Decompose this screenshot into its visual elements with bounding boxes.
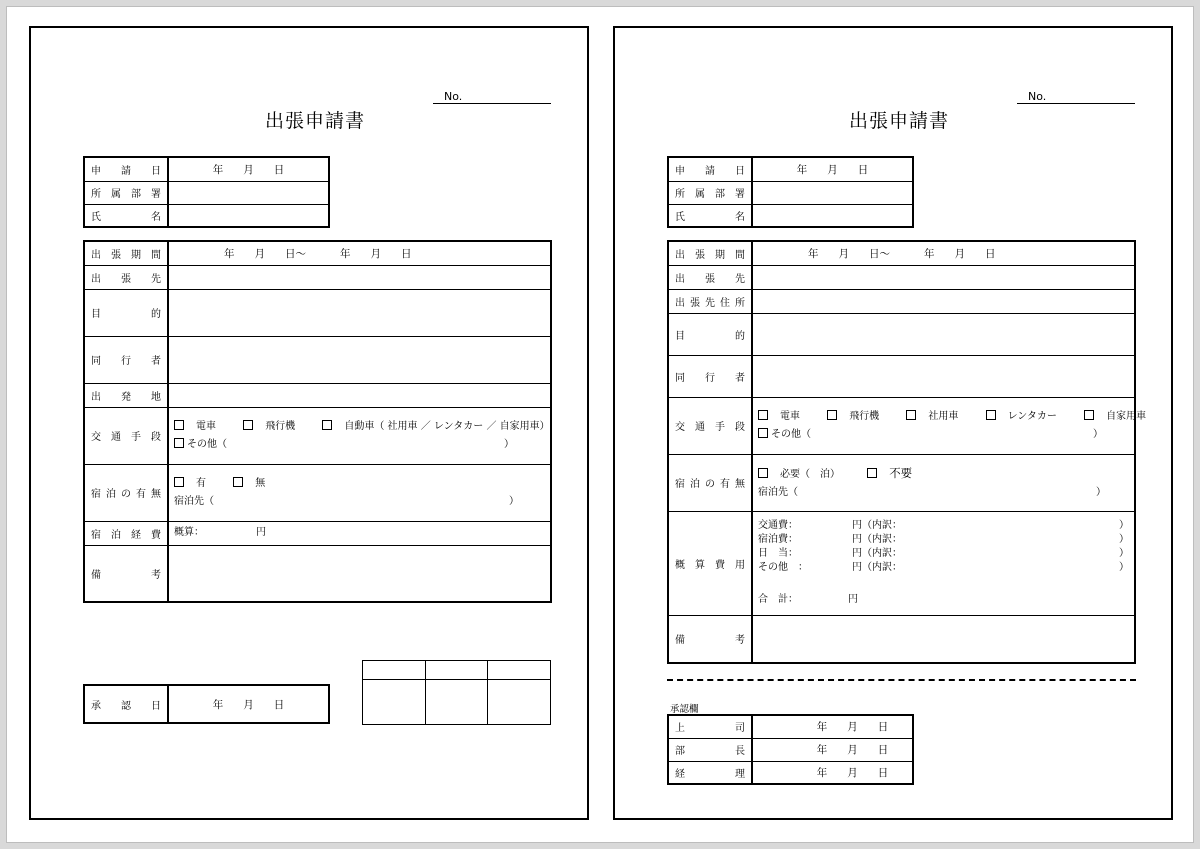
lodging-place-label: 宿泊先（	[174, 495, 214, 507]
lodging-cost-label: 宿 泊 経 費	[91, 529, 161, 541]
form-page-left	[29, 26, 589, 820]
approval-date-label: 承 認 日	[91, 700, 161, 712]
stamp-box-3[interactable]	[488, 680, 551, 725]
name-label: 氏 名	[91, 211, 161, 223]
transport-train-checkbox[interactable]: 電車	[174, 421, 228, 432]
form-page-right	[613, 26, 1173, 820]
lodging-label: 宿 泊 の 有 無	[675, 479, 745, 490]
destination-field[interactable]	[752, 265, 1135, 289]
purpose-field[interactable]	[168, 289, 551, 336]
lodging-yes-checkbox[interactable]: 有	[174, 478, 218, 489]
remarks-label: 備 考	[675, 635, 745, 647]
lodging-none-checkbox[interactable]: 不要	[867, 466, 924, 480]
transport-label: 交 通 手 段	[91, 432, 161, 443]
remarks-field[interactable]	[168, 545, 551, 602]
lodging-no-checkbox[interactable]: 無	[233, 478, 277, 489]
approver-accounting-label: 経 理	[675, 768, 745, 780]
estimate-cost-label: 概 算 費 用	[675, 559, 745, 571]
approval-date-table	[83, 684, 330, 724]
transport-field: 電車 飛行機 自動車（ 社用車 ／ レンタカー ／ 自家用車） その他（ ）	[168, 407, 551, 464]
applicant-table	[667, 156, 914, 228]
approver-manager-label: 部 長	[675, 746, 745, 757]
purpose-field[interactable]	[752, 313, 1135, 355]
purpose-label: 目 的	[675, 330, 745, 342]
approver-manager-date[interactable]: 年 月 日	[752, 738, 913, 761]
period-field[interactable]: 年 月 日～ 年 月 日	[168, 241, 551, 265]
destination-address-label: 出 張 先 住 所	[675, 297, 745, 309]
destination-label: 出 張 先	[675, 273, 745, 285]
lodging-place-label: 宿泊先（	[758, 486, 798, 498]
approval-table	[667, 714, 914, 785]
number-label: No.	[444, 90, 463, 103]
period-field[interactable]: 年 月 日～ 年 月 日	[752, 241, 1135, 265]
form-title: 出張申請書	[265, 110, 366, 132]
departure-label: 出 発 地	[91, 391, 161, 403]
department-label: 所 属 部 署	[91, 189, 161, 200]
approver-accounting-date[interactable]: 年 月 日	[752, 761, 913, 784]
transport-other-checkbox[interactable]: その他（	[758, 428, 811, 442]
cost-row-transport[interactable]: 交通費： 円（内訳： ）	[758, 520, 1129, 531]
name-field[interactable]	[168, 204, 329, 227]
departure-field[interactable]	[168, 383, 551, 407]
destination-address-field[interactable]	[752, 289, 1135, 313]
name-field[interactable]	[752, 204, 913, 227]
remarks-label: 備 考	[91, 569, 161, 581]
application-date-field[interactable]: 年 月 日	[752, 157, 913, 181]
trip-details-table	[83, 240, 552, 603]
cost-row-other[interactable]: その他 ： 円（内訳： ）	[758, 562, 1129, 573]
department-label: 所 属 部 署	[675, 189, 745, 200]
approver-boss-label: 上 司	[675, 723, 745, 735]
lodging-label: 宿 泊 の 有 無	[91, 489, 161, 500]
transport-private-car-checkbox[interactable]: 自家用車	[1084, 411, 1158, 422]
remarks-field[interactable]	[752, 615, 1135, 663]
application-date-label: 申 請 日	[675, 165, 745, 177]
stamp-header-3	[488, 661, 551, 680]
period-label: 出 張 期 間	[91, 249, 161, 261]
department-field[interactable]	[752, 181, 913, 204]
lodging-field: 有 無 宿泊先（ ）	[168, 464, 551, 521]
transport-company-car-checkbox[interactable]: 社用車	[906, 411, 970, 422]
transport-field: 電車 飛行機 社用車 レンタカー 自家用車 その他（ ）	[752, 397, 1135, 454]
destination-label: 出 張 先	[91, 273, 161, 285]
stamp-header-2	[425, 661, 488, 680]
name-label: 氏 名	[675, 211, 745, 223]
approval-stamp-boxes	[362, 660, 551, 725]
number-label: No.	[1028, 90, 1047, 103]
cut-line	[667, 679, 1136, 681]
approval-section-label: 承認欄	[670, 704, 699, 715]
companion-field[interactable]	[752, 355, 1135, 397]
trip-details-table	[667, 240, 1147, 664]
cost-row-daily-allowance[interactable]: 日 当： 円（内訳： ）	[758, 548, 1129, 559]
application-date-label: 申 請 日	[91, 165, 161, 177]
transport-plane-checkbox[interactable]: 飛行機	[827, 411, 891, 422]
transport-train-checkbox[interactable]: 電車	[758, 411, 812, 422]
lodging-field: 必要（ 泊） 不要 宿泊先（ ）	[752, 454, 1135, 511]
form-title: 出張申請書	[849, 110, 950, 132]
lodging-cost-field[interactable]: 概算： 円	[168, 521, 551, 545]
transport-plane-checkbox[interactable]: 飛行機	[243, 421, 307, 432]
cost-row-lodging[interactable]: 宿泊費： 円（内訳： ）	[758, 534, 1129, 545]
transport-label: 交 通 手 段	[675, 422, 745, 433]
stamp-header-1	[363, 661, 426, 680]
transport-rental-car-checkbox[interactable]: レンタカー	[986, 411, 1069, 422]
transport-other-checkbox[interactable]: その他（	[174, 438, 227, 452]
lodging-need-checkbox[interactable]: 必要（ 泊）	[758, 469, 852, 480]
companion-label: 同 行 者	[91, 356, 161, 367]
transport-car-checkbox[interactable]: 自動車（ 社用車 ／ レンタカー ／ 自家用車）	[322, 421, 561, 432]
department-field[interactable]	[168, 181, 329, 204]
purpose-label: 目 的	[91, 309, 161, 320]
destination-field[interactable]	[168, 265, 551, 289]
estimate-cost-field	[752, 511, 1135, 615]
stamp-box-1[interactable]	[363, 680, 426, 725]
number-field-line[interactable]	[1017, 103, 1135, 104]
approver-boss-date[interactable]: 年 月 日	[752, 715, 913, 738]
applicant-table	[83, 156, 330, 228]
companion-label: 同 行 者	[675, 372, 745, 384]
stamp-box-2[interactable]	[425, 680, 488, 725]
cost-row-total[interactable]: 合 計： 円	[758, 594, 858, 605]
application-date-field[interactable]: 年 月 日	[168, 157, 329, 181]
period-label: 出 張 期 間	[675, 249, 745, 261]
number-field-line[interactable]	[433, 103, 551, 104]
approval-date-field[interactable]: 年 月 日	[168, 685, 329, 723]
companion-field[interactable]	[168, 336, 551, 383]
